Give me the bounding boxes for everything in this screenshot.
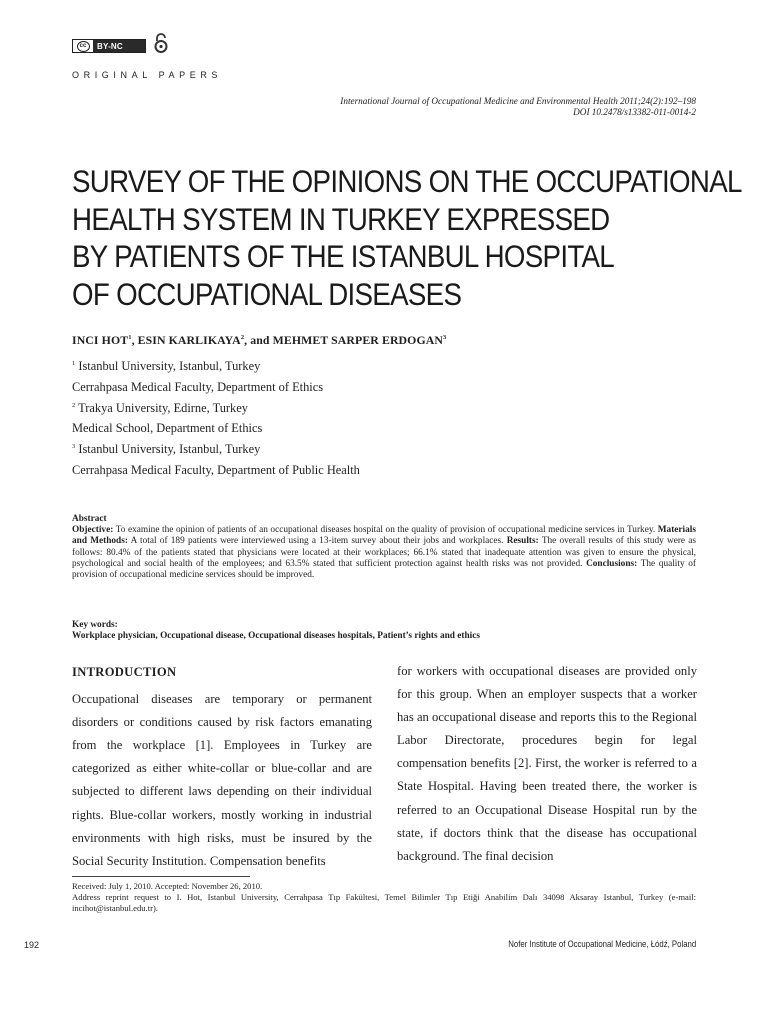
cc-logo-icon: cc (73, 40, 93, 52)
section-heading: INTRODUCTION (72, 665, 177, 679)
author-name: ESIN KARLIKAYA (137, 333, 241, 347)
body-column-right (397, 660, 697, 868)
journal-reference (340, 96, 696, 118)
affiliation-mark: 1 (72, 359, 76, 367)
author-affiliation-mark: 2 (240, 334, 245, 342)
affiliation-line: Cerrahpasa Medical Faculty, Department of Ethics (72, 379, 324, 394)
author-name: INCI HOT (72, 333, 129, 347)
body-paragraph: for workers with occupational diseases are provided only for this group. When an employer suspects that a worker has an occupational disease and reports this to the Regional Labor Directorate, procedures begin for legal compensation benefits [2]. First, the worker is referred to a State Hospital. Having been treated there, the worker is referred to an Occupational Disease Hospital run by the state, if doctors think that the disease has occupational background. The final decision (397, 664, 697, 863)
affiliation-line (72, 439, 360, 460)
affiliation-institution: Istanbul University, Istanbul, Turkey (78, 359, 261, 373)
affiliation-mark: 2 (72, 401, 76, 409)
title-line: HEALTH SYSTEM IN TURKEY EXPRESSED (72, 200, 610, 237)
keywords-list: Workplace physician, Occupational disease, Occupational diseases hospitals, Patient’s rights and ethics (72, 631, 480, 642)
abstract-body (72, 525, 696, 581)
abstract (72, 514, 696, 581)
title-line: SURVEY OF THE OPINIONS ON THE OCCUPATIONAL (72, 163, 742, 199)
author-name: MEHMET SARPER ERDOGAN (272, 333, 443, 347)
affiliation-line: Medical School, Department of Ethics (72, 421, 263, 436)
author-separator: , and (244, 333, 273, 347)
body-paragraph: Occupational diseases are temporary or permanent disorders or conditions caused by risk factors emanating from the workplace [1]. Employees in Turkey are categorized as either white-collar or blue-collar and are subjected to different laws depending on their individual rights. Blue-collar workers, mostly working in industrial environments with high risks, must be insured by the Social Security Institution. Compensation benefits (72, 692, 372, 868)
methods-label: Materials and Methods: (72, 525, 696, 547)
body-column-left (72, 661, 372, 873)
author-affiliation-mark: 1 (128, 334, 132, 342)
results-label: Results: (506, 536, 539, 547)
author-affiliation-mark: 3 (442, 334, 447, 342)
methods-text: A total of 189 patients were interviewed using a 13-item survey about their jobs and workplaces. (130, 536, 504, 547)
affiliation-line (72, 398, 360, 419)
results-text: The overall results of this study were as follows: 80.4% of the patients stated that physicians were located at their workplaces; 66.1% stated that inadequate attention was given to ensure the physical, psychological and social health of the employees; and 63.5% stated that sufficient protection against health risks was not provided. (72, 536, 697, 569)
section-label: ORIGINAL PAPERS (72, 70, 223, 80)
objective-text: To examine the opinion of patients of an occupational diseases hospital on the quality of provision of occupational medicine services in Turkey. (115, 525, 656, 536)
license-badge (72, 39, 146, 53)
affiliation-institution: Istanbul University, Istanbul, Turkey (78, 442, 261, 457)
footnote-divider (72, 876, 250, 877)
affiliations (72, 356, 360, 481)
objective-label: Objective: (72, 525, 114, 536)
author-separator: , (131, 333, 138, 347)
title-line: BY PATIENTS OF THE ISTANBUL HOSPITAL (72, 238, 615, 274)
doi: DOI 10.2478/s13382-011-0014-2 (573, 107, 696, 117)
article-title (72, 163, 742, 313)
page-number: 192 (24, 940, 40, 950)
author-list (72, 333, 446, 348)
correspondence-address: Address reprint request to I. Hot, Istanbul University, Cerrahpasa Tıp Fakültesi, Temel Bilimler Tıp Etiği Anabilim Dalı 34098 Aksaray Istanbul, Turkey (e-mail: incihot@istanbul.edu.tr). (72, 892, 696, 914)
open-access-icon (152, 32, 170, 54)
title-line: OF OCCUPATIONAL DISEASES (72, 275, 462, 312)
license-badge-label: BY-NC (93, 40, 145, 52)
keywords (72, 620, 696, 642)
publisher-footer: Nofer Institute of Occupational Medicine, Łódź, Poland (508, 939, 696, 950)
footnote (72, 881, 696, 915)
conclusions-label: Conclusions: (586, 558, 638, 569)
affiliation-mark: 3 (72, 443, 76, 451)
received-dates: Received: July 1, 2010. Accepted: November 26, 2010. (72, 881, 263, 891)
conclusions-text: The quality of provision of occupational medicine services should be improved. (72, 558, 696, 581)
abstract-heading: Abstract (72, 514, 107, 524)
affiliation-line (72, 356, 360, 377)
affiliation-line: Cerrahpasa Medical Faculty, Department of Public Health (72, 462, 360, 477)
journal-citation: International Journal of Occupational Medicine and Environmental Health 2011;24(2):192–198 (340, 96, 696, 106)
keywords-heading: Key words: (72, 620, 118, 630)
affiliation-institution: Trakya University, Edirne, Turkey (78, 400, 248, 415)
